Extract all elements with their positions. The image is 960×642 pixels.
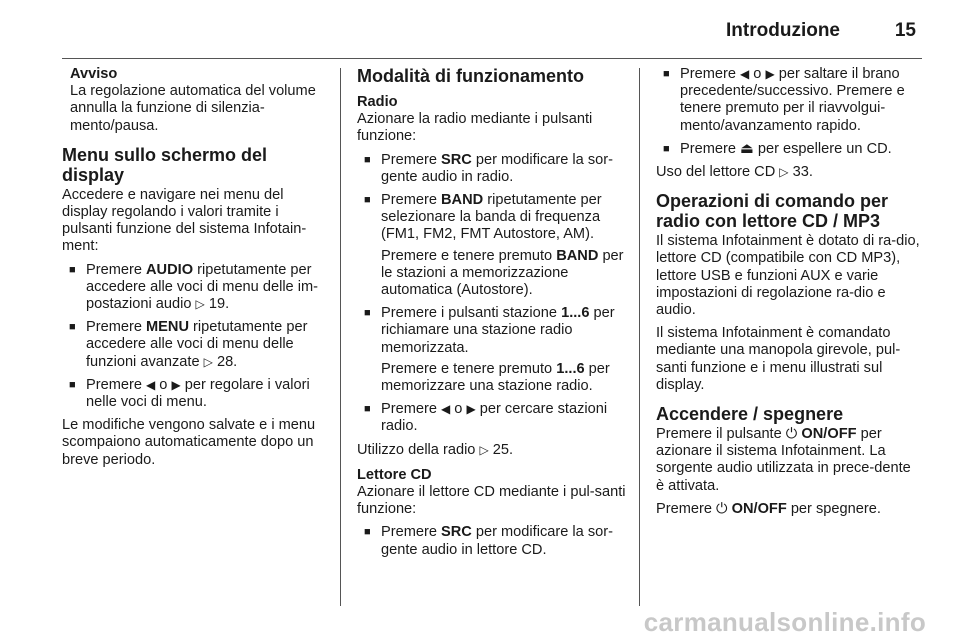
right-arrow-icon: ▶	[171, 377, 181, 392]
section-title-modes: Modalità di funzionamento	[357, 66, 584, 86]
key-label: 1...6	[561, 305, 590, 322]
page-ref: 25.	[492, 441, 514, 458]
bullet-icon: ■	[364, 403, 371, 416]
page-ref: 19.	[208, 296, 230, 313]
page-ref-arrow-icon: ▷	[779, 165, 789, 180]
column-divider-1	[340, 68, 341, 606]
cd-instructions-list	[357, 524, 627, 558]
key-label: SRC	[441, 151, 472, 168]
bullet-icon: ■	[69, 378, 76, 391]
bullet-icon: ■	[663, 142, 670, 155]
bullet-icon: ■	[663, 68, 670, 80]
key-label: BAND	[556, 247, 599, 264]
key-label: ON/OFF	[731, 500, 787, 517]
operations-paragraph-2: Il sistema Infotainment è comandato mediante una manopola girevole, pul-santi funzione e i menu illustrati sul display.	[656, 325, 901, 393]
sub-paragraph: Premere e tenere premuto 1...6 per memorizzare una stazione radio.	[381, 360, 610, 395]
eject-icon: ⏏	[740, 140, 754, 157]
bullet-icon: ■	[364, 153, 371, 166]
operations-paragraph-1: Il sistema Infotainment è dotato di ra-dio, lettore CD (compatibile con CD MP3), lettore USB e funzioni AUX e varie impostazioni di regolazione ra-dio e audio.	[656, 233, 920, 319]
radio-instructions-list-2	[357, 305, 627, 357]
key-label: MENU	[146, 319, 189, 336]
bullet-icon: ■	[364, 307, 371, 320]
section-intro: Accedere e navigare nei menu del display regolando i valori tramite i pulsanti funzione del sistema Infotain-ment:	[62, 186, 307, 255]
page-header	[62, 0, 920, 58]
column-1	[62, 66, 330, 475]
list-item: ■ Premere SRC per modificare la sor-gente audio in lettore CD.	[364, 524, 613, 558]
list-item: ■ Premere AUDIO ripetutamente per accedere alle voci di menu delle im-postazioni audio ▷ 19.	[69, 261, 318, 313]
note-body: La regolazione automatica del volume annulla la funzione di silenzia-mento/pausa.	[70, 83, 316, 134]
page-ref-arrow-icon: ▷	[195, 297, 205, 312]
sub-paragraph: Premere e tenere premuto BAND per le stazioni a memorizzazione automatica (Autostore).	[381, 247, 624, 299]
right-arrow-icon: ▶	[765, 67, 775, 81]
page-ref-arrow-icon: ▷	[479, 442, 489, 457]
power-icon: ⏻	[716, 500, 728, 517]
left-arrow-icon: ◀	[740, 67, 750, 81]
list-item: ■ Premere ◀ o ▶ per saltare il brano precedente/successivo. Premere e tenere premuto per il riavvolgui-mento/avanzamento rapido.	[663, 66, 905, 134]
section-title-power: Accendere / spegnere	[656, 404, 844, 425]
column-3	[656, 66, 922, 524]
page-ref: 28.	[216, 353, 238, 370]
key-label: ON/OFF	[801, 426, 857, 443]
key-label: 1...6	[556, 360, 585, 377]
key-label: BAND	[441, 192, 484, 209]
left-arrow-icon: ◀	[146, 377, 156, 392]
radio-ref-text: Utilizzo della radio ▷ 25.	[357, 441, 514, 458]
list-item: ■ Premere i pulsanti stazione 1...6 per richiamare una stazione radio memorizzata.	[364, 305, 615, 356]
key-label: AUDIO	[146, 261, 194, 278]
column-2	[357, 66, 627, 565]
page-ref-arrow-icon: ▷	[203, 354, 213, 369]
list-item: ■ Premere BAND ripetutamente per selezionare la banda di frequenza (FM1, FM2, FMT Autostore, AM).	[364, 192, 602, 243]
closing-text: Le modifiche vengono salvate e i menu scompaiono automaticamente dopo un breve periodo.	[62, 417, 316, 468]
radio-intro: Azionare la radio mediante i pulsanti funzione:	[357, 111, 593, 145]
cd-intro: Azionare il lettore CD mediante i pul-santi funzione:	[357, 484, 626, 518]
cd-instructions-list-cont	[656, 66, 922, 158]
bullet-icon: ■	[364, 194, 371, 207]
column-divider-2	[639, 68, 640, 606]
cd-ref-text: Uso del lettore CD ▷ 33.	[656, 164, 813, 181]
bullet-icon: ■	[364, 526, 371, 539]
radio-instructions-list	[357, 152, 627, 244]
power-paragraph-1: Premere il pulsante ⏻ ON/OFF per azionare il sistema Infotainment. La sorgente audio utilizzata in prece-dente è attivata.	[656, 426, 911, 494]
list-item: ■ Premere MENU ripetutamente per accedere alle voci di menu delle funzioni avanzate ▷ 28.	[69, 319, 308, 370]
key-label: SRC	[441, 524, 472, 541]
subsection-title-cd: Lettore CD	[357, 466, 432, 483]
list-item: ■ Premere SRC per modificare la sor-gente audio in radio.	[364, 151, 613, 185]
power-icon: ⏻	[785, 426, 798, 443]
bullet-icon: ■	[69, 263, 76, 276]
watermark: carmanualsonline.info	[643, 607, 926, 637]
list-item: ■ Premere ⏏ per espellere un CD.	[663, 140, 892, 157]
section-title-operations: Operazioni di comando per radio con lettore CD / MP3	[656, 191, 889, 232]
page-number: 15	[894, 20, 916, 41]
power-paragraph-2: Premere ⏻ ON/OFF per spegnere.	[656, 500, 881, 517]
page-ref: 33.	[792, 164, 813, 181]
radio-instructions-list-3	[357, 401, 627, 435]
list-item: ■ Premere ◀ o ▶ per regolare i valori nelle voci di menu.	[69, 376, 310, 411]
menu-instructions-list	[62, 262, 330, 412]
chapter-title: Introduzione	[726, 20, 840, 41]
right-arrow-icon: ▶	[466, 402, 476, 417]
bullet-icon: ■	[69, 321, 76, 334]
left-arrow-icon: ◀	[441, 402, 451, 417]
subsection-title-radio: Radio	[357, 94, 398, 110]
header-divider	[62, 58, 922, 59]
note-title: Avviso	[70, 66, 118, 82]
section-title-menu: Menu sullo schermo del display	[62, 144, 268, 185]
list-item: ■ Premere ◀ o ▶ per cercare stazioni radio.	[364, 401, 608, 435]
